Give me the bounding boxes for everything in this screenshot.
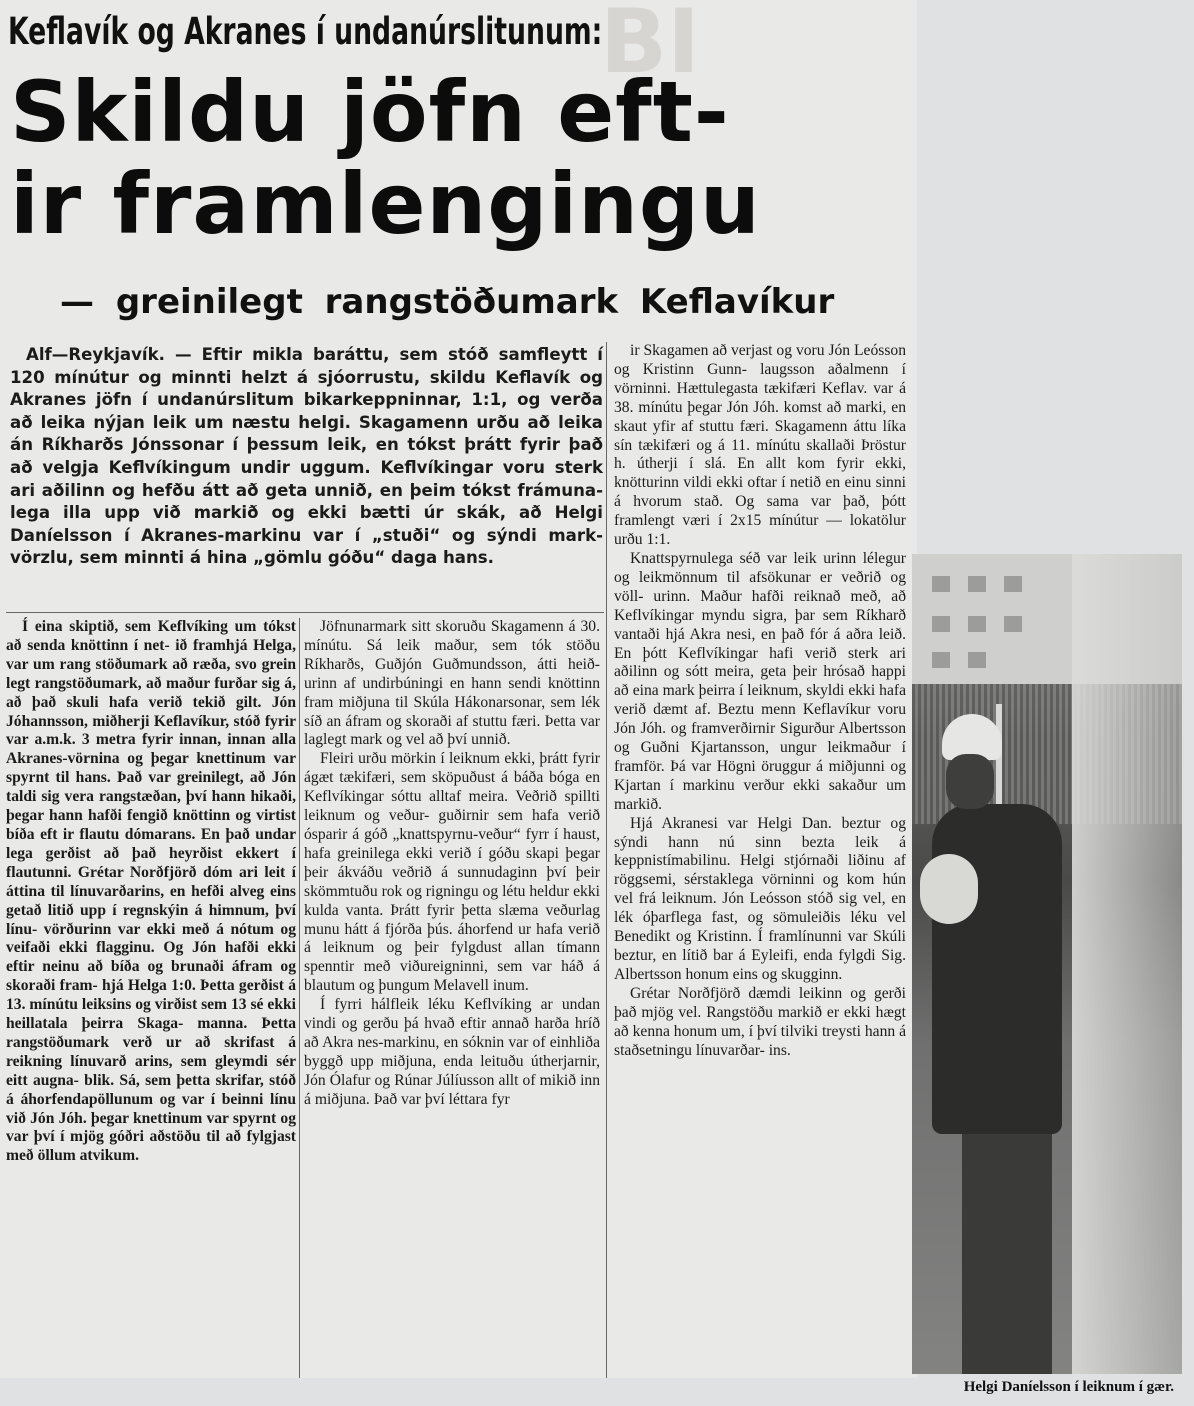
column-rule (606, 342, 607, 1378)
paragraph: Jöfnunarmark sitt skoruðu Skagamenn á 30. mínútu. Sá leik maður, sem tók stöðu Ríkharðs, Guðjón Guðmundsson, átti heið- urinn af undirbúningi en hann sendi knöttinn fram miðjuna til Skúla Hákonarsonar, sem lék síð an áfram og skoraði af stuttu færi. Þetta var laglegt mark og vel að því unnið. (304, 618, 600, 749)
column-3 (614, 342, 906, 1060)
headline-line-2: ir framlengingu (10, 155, 761, 253)
subheadline: — greinilegt rangstöðumark Keflavíkur (60, 282, 835, 322)
kicker-heading: Keflavík og Akranes í undanúrslitunum: (8, 10, 603, 53)
goalkeeper-photo (912, 554, 1182, 1374)
headline-line-1: Skildu jöfn eft- (10, 63, 730, 161)
paragraph: Í eina skiptið, sem Keflvíking um tókst að senda knöttinn í net- ið framhjá Helga, var um rang stöðumark að ræða, svo grein legt rangstöðumark, að maður furðar sig á, að það skuli hafa verið tekið gilt. Jón Jóhannsson, miðherji Keflavíkur, stóð fyrir var a.m.k. 3 metra fyrir innan, innan alla Akranes-vörnina og þegar knettinum var spyrnt til hans. Það var greinilegt, að Jón taldi sig vera rangstæðan, því hann hikaði, þegar hann hafði fengið knöttinn og virtist bíða eft ir flautu dómarans. En það undar lega gerðist að það heyrðist ekkert í flautunni. Grétar Norðfjörð dóm ari leit í áttina til línuvarðarins, en hefði alveg eins getað litið upp í regnskýin á himnum, því línu- vörðurinn var ekki með á nótum og veifaði ekki flagginu. Og Jón hafði ekki eftir neinu að bíða og brunaði áfram og skoraði fram- hjá Helga 1:0. Þetta gerðist á 13. mínútu leiksins og virðist sem 13 sé ekki heillatala þeirra Skaga- manna. Þetta rangstöðumark verð ur að skrifast á reikning línuvarð arins, sem gleymdi sér eitt augna- blik. Sá, sem þetta skrifar, stóð á áhorfendapöllunum og var í beinni línu við Jón Jóh. þegar knettinum var spyrnt og var því í mjög góðri aðstöðu til að fylgjast með öllum atvikum. (6, 618, 296, 1165)
paragraph: Grétar Norðfjörð dæmdi leikinn og gerði það mjög vel. Rangstöðu markið er ekki hægt að kenna honum um, í því tilviki treysti hann á staðsetningu línuvarðar- ins. (614, 984, 906, 1059)
lead-rule (6, 612, 604, 613)
player-face (946, 754, 994, 809)
football (920, 854, 978, 924)
lead-paragraph (10, 344, 603, 570)
goal-net (1072, 554, 1182, 1374)
paragraph: Hjá Akranesi var Helgi Dan. beztur og sýndi hann nú sinn bezta leik á keppnistímabilinu. Helgi stjórnaði liðinu af röggsemi, sérstaklega vörninni og kom hún vel frá leiknum. Jón Leósson stóð sig vel, en lék óþarflega fast, og sömuleiðis léku vel Benedikt og Kristinn. Í framlínunni var Skúli beztur, en lítið bar á Eyleifi, enda fylgdi Sig. Albertsson honum eins og skugginn. (614, 814, 906, 983)
column-2 (304, 618, 600, 1110)
paragraph: Í fyrri hálfleik léku Keflvíking ar undan vindi og gerðu þá hvað eftir annað harða hríð að Akra nes-markinu, en sóknin var of einhliða byggð upp miðjuna, enda leituðu útherjarnir, Jón Ólafur og Rúnar Júlíusson allt of mikið inn á miðjuna. Það var því léttara fyr (304, 996, 600, 1108)
paragraph: ir Skagamen að verjast og voru Jón Leósson og Kristinn Gunn- laugsson aðalmenn í vörninni. Hættulegasta tækifæri Keflav. var á 38. mínútu þegar Jón Jóh. komst að marki, en skaut yfir af stuttu færi. Skagamenn áttu líka sín tækifæri og á 11. mínútu skallaði Þröstur h. útherji í slá. En allt kom fyrir ekki, knötturinn vildi ekki oftar í netið en einu sinni á hvorum stað. Og sama var það, þótt framlengt væri í 2x15 mínútur — lokatölur urðu 1:1. (614, 342, 906, 549)
paragraph: Knattspyrnulega séð var leik urinn lélegur og leikmönnum til afsökunar er veðrið og völl- urinn. Maður hafði reiknað með, að Keflvíkingar myndu sigra, þar sem Ríkharð vantaði hjá Akra nesi, en það fór á aðra leið. En þótt Keflvíkingar hafi verið sterk ari aðilinn og sótt meira, geta þeir hrósað happi að eina mark þeirra í leiknum, skyldi ekki hafa verið dæmt af. Beztu menn Keflavíkur voru Jón Jóh. og framverðirnir Sigurður Albertsson og Guðni Kjartansson, ungur leikmaður í framför. Þá var Högni öruggur á miðjunni og Kjartan í markinu verður ekki sakaður um markið. (614, 549, 906, 813)
column-1 (6, 618, 296, 1166)
photo-caption: Helgi Daníelsson í leiknum í gær. (963, 1379, 1174, 1395)
player-legs (962, 1134, 1052, 1374)
headline (10, 63, 761, 253)
bleed-through-text: BI (600, 0, 700, 93)
paragraph: Fleiri urðu mörkin í leiknum ekki, þrátt fyrir ágæt tækifæri, sem sköpuðust á báða bóga en Keflvíkingar sóttu alltaf meira. Veðrið spillti leiknum og veður- guðirnir sem hafa verið ósparir á góð „knattspyrnu-veður“ fyrr í haust, hafa greinilega ekki verið í góðu skapi þegar þeir ákváðu veðrið á sunnudaginn því þeir skömmtuðu rok og rigningu og létu heldur ekki kulda vanta. Þrátt fyrir þetta slæma veðurlag munu hátt á fjórða þús. áhorfend ur hafa verið á leiknum og þeir fylgdust allan tímann spenntir með viðureigninni, sem var háð á blautum og þungum Melavell inum. (304, 750, 600, 995)
lead-text: Alf—Reykjavík. — Eftir mikla baráttu, sem stóð samfleytt í 120 mínútur og minnti helzt á sjóorrustu, skildu Keflavík og Akranes jöfn í undanúrslitum bikarkeppninnar, 1:1, og verða að leika nýjan leik um næstu helgi. Skagamenn urðu að leika án Ríkharðs Jónssonar í þessum leik, en tókst þrátt fyrir það að velgja Keflvíkingum undir uggum. Keflvíkingar voru sterk ari aðilinn og hefðu átt að geta unnið, en þeim tókst frámuna- lega illa upp við markið og ekki bætti úr skák, að Helgi Daníelsson í Akranes-markinu var í „stuði“ og sýndi mark- vörzlu, sem minnti á hina „gömlu góðu“ daga hans. (10, 345, 603, 568)
column-rule (299, 618, 300, 1378)
